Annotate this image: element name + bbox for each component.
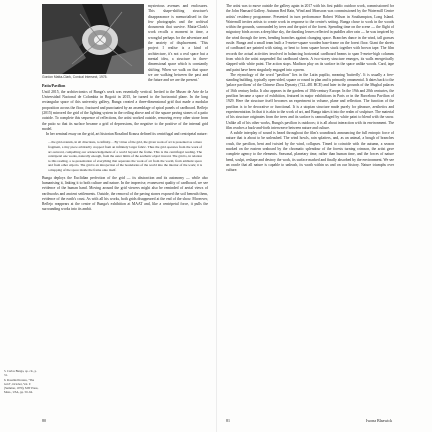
running-author: Iwona Blazwick (366, 418, 393, 423)
paragraph: The artist was to move outside the gallery again in 2017 with his first public outdoor work, commissioned for the John Hansard Gallery. Autumn Red Rain, Wind and Monsoon was commissioned by the Watermill Centre artists' residency programme. Presented in turn performance Robert Wilson in Southampton, Long Island. Watermill invites artists to create work in response to the centre's setting. Bunga chose to work in the woods within the grounds, surrounded by trees and the quiet of the forest. Spending time on the scene — the flight of migratory birds across a deep blue sky, the dazzling leaves reflected in puddles after rain — he was inspired by the wind through the trees, bending branches against changing space. Branches dance in the wind, tall grasses rustle. Bunga and a small team built a 5-metre-square wooden base-frame on the forest floor. Giant the sheets of cardboard are painted with sizing, or bent to form square boxes stuck together with brown tape. The film records the actual activities involved in balancing horizontal cardboard beams to span 5-metre-high columns from which the artist suspended flat cardboard sheets. A two-storey structure emerges, its walls energetically slapped with white paint. The action stops. Madison play on its surface in the space unlike woods. Card, tape and paint have been singularly engaged into a poem. (226, 4, 394, 72)
right-page (216, 0, 432, 432)
footnotes (4, 370, 39, 395)
footnote: 6. Rosalind Krauss, "The Grid", October, Vol. 9 (Summer, 1979), MIT Press, Mass., USA, pp. 50–64. (4, 377, 39, 394)
conical-intersect-image (42, 4, 144, 74)
paragraph: In her seminal essay on the grid, art historian Rosalind Krauss defined its centrifugal and centripetal nature: (46, 132, 208, 137)
artwork-photo (42, 4, 144, 74)
paragraph: Bunga deploys the Euclidian perfection of the grid — its abstraction and its autonomy — while also humanising it, linking it to both culture and nature. In the imprecise, evanescent quality of cardboard, we see evidence of the human hand. Moving around the grid viewers might also be reminded of aerial views of earthworks and ancient settlements. Outside, the removal of the paving stones exposed the soil beneath them, evidence of the earth's crust. As with all his works, both grids disappeared at the end of the show. Moreover, Reflejo reappears at the centre of Bunga's exhibition at MAAT and, like a centripetal force, it pulls the surrounding works into its ambit. (42, 175, 208, 212)
block-quote: …the grid extends, in all directions, to infinity… By virtue of the grid, the given work of art is presented as a mere fragment, a tiny piece arbitrarily cropped from an infinitely larger fabric. Thus the grid operates from the work of art outward, compelling our acknowledgement of a world beyond the frame. This is the centrifugal reading. The centripetal one works, naturally enough, from the outer limits of the aesthetic object inward. The grid is, in relation to this reading, a re-presentation of everything that separates the work of art from the world, from ambient space and from other objects. The grid is an introjection of the boundaries of the world into the interior of the work; it is a mapping of the space inside the frame onto itself. (48, 140, 202, 173)
paragraph: The etymology of the word "pavilion" lies in the Latin papilio, meaning 'butterfly'. It is usually a free-standing building, typically open-sided, square or round in plan and is primarily ornamental. It dates back to the 'palace pavilions' of the Chinese Zhou Dynasty (722–481 BCE) and later in the grounds of the Mughal palaces of 16th century India. It also appears in the gardens of 18th-century Europe. In the 19th and 20th centuries, the pavilion became a space of exhibition, featured in major exhibitions in Paris or in the Barcelona Pavilion of 1929. Here the structure itself becomes an experiment in volume, plane and reflection. The function of the pavilion is to be decorative or functional. It is a utopian structure made purely for pleasure, aesthetics and experimentation. In that it is akin to the work of art, and Bunga takes it into the realm of sculpture. The material of his structure originates from the trees and its surface is camouflaged by white paint to blend with the snow. Unlike all of his other works, Bunga's pavilion is outdoors; it is all about interaction with its environment. The film reaches a back-and-forth interweave between nature and culture. (226, 72, 394, 130)
paragraph: A subtle interplay of sound is heard throughout the film's soundtrack announcing the full entropic force of nature that is about to be unleashed. The wind howls, rain splatters, and, as an animal, a bough of branches crash, the pavilion, bent and twisted by the wind, collapses. Timed to coincide with the autumn, a season marked on the eastern seaboard by the chromatic splendour of the forests turning crimson, the artist gave complete agency to the elements. Seasonal, planetary time, rather than human time, and the forces of nature bend, sculpt, reshape and destroy the work, its surface marked and finally absorbed by the environment. We see an oracle that all nature is capable to unleash, its wrath within us and on our history. Nature triumphs over culture. (226, 131, 394, 173)
footnote: 5. Carlos Bunga, op. cit., p. 31. (4, 369, 37, 377)
top-paragraph: mysterious avenues and enclosures. This shape-shifting structure's disappearance is memorialised in the few photographs and the archival documents that survive. Matta-Clark's work recalls a moment in time, a wrongful perhaps for the adventure and the anxiety of displacement. 'This project I realise is a kind of architecture, it's not a real space but a mental idea, a structure in three-dimensional space which is constantly shifting. When we walk on that space we are walking between the past and the future and we are the present.' (148, 4, 208, 83)
section-heading: Patio/Pavilion (42, 84, 66, 88)
paragraph: Until 2015, the architectonics of Bunga's work was essentially vertical. Invited to the Museo de Arte de la Universidad Nacional de Colombia in Bogotá in 2015, he turned to the horizontal plane. In the long rectangular space of this university gallery, Bunga created a three-dimensional grid that made a modular proposition across the floor, fractured and punctuated by an assemblage of spiral panels of cardboard. Reflejo (2015) mirrored the grid of the lighting system in the ceiling above and of the square paving stones of a patio outside. To complete this sequence of reflections, the artist worked outside, removing every other stone from the patio so that its surface became a grid of depressions, the negative to the positive of the internal grid model. (42, 89, 208, 131)
photo-caption: Gordon Matta-Clark, Conical Intersect, 1975. (42, 75, 108, 79)
page-number: 80 (42, 418, 46, 423)
top-text-column (148, 4, 208, 83)
page-number: 81 (226, 418, 230, 423)
right-text (226, 4, 394, 174)
main-text (42, 84, 208, 213)
